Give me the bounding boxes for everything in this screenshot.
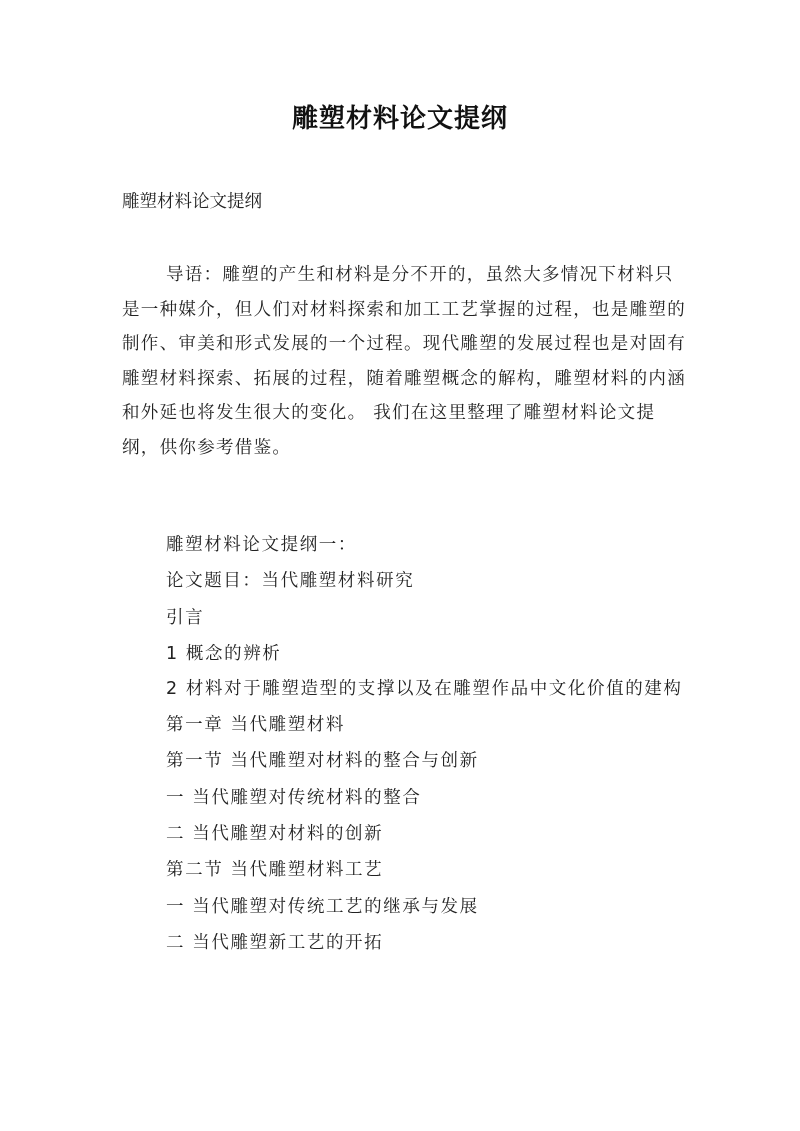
- outline-item: 二 当代雕塑新工艺的开拓: [166, 932, 384, 953]
- outline-item: 1 概念的辨析: [166, 643, 282, 664]
- outline-item: 第一节 当代雕塑对材料的整合与创新: [166, 751, 479, 772]
- outline-item: 二 当代雕塑对材料的创新: [166, 824, 384, 845]
- outline-item: 第二节 当代雕塑材料工艺: [166, 860, 384, 881]
- document-title: 雕塑材料论文提纲: [291, 104, 508, 134]
- document-subtitle: 雕塑材料论文提纲: [122, 192, 262, 212]
- intro-paragraph: 导语：雕塑的产生和材料是分不开的，虽然大多情况下材料只是一种媒介，但人们对材料探索和加工工艺掌握的过程，也是雕塑的制作、审美和形式发展的一个过程。现代雕塑的发展过程也是对固有雕塑材料探索、拓展的过程，随着雕塑概念的解构，雕塑材料的内涵和外延也将发生很大的变化。 我们在这里整理了雕塑材料论文提纲，供你参考借鉴。: [122, 265, 686, 458]
- outline-item: 一 当代雕塑对传统材料的整合: [166, 787, 422, 808]
- outline-item: 雕塑材料论文提纲一：: [166, 535, 357, 555]
- outline-item: 2 材料对于雕塑造型的支撑以及在雕塑作品中文化价值的建构: [166, 679, 683, 700]
- outline-item: 一 当代雕塑对传统工艺的继承与发展: [166, 896, 479, 917]
- outline-item: 第一章 当代雕塑材料: [166, 715, 346, 736]
- outline-item: 引言: [166, 607, 205, 628]
- outline-list: [122, 527, 692, 961]
- outline-item: 论文题目：当代雕塑材料研究: [166, 571, 415, 592]
- intro-section: [122, 258, 692, 465]
